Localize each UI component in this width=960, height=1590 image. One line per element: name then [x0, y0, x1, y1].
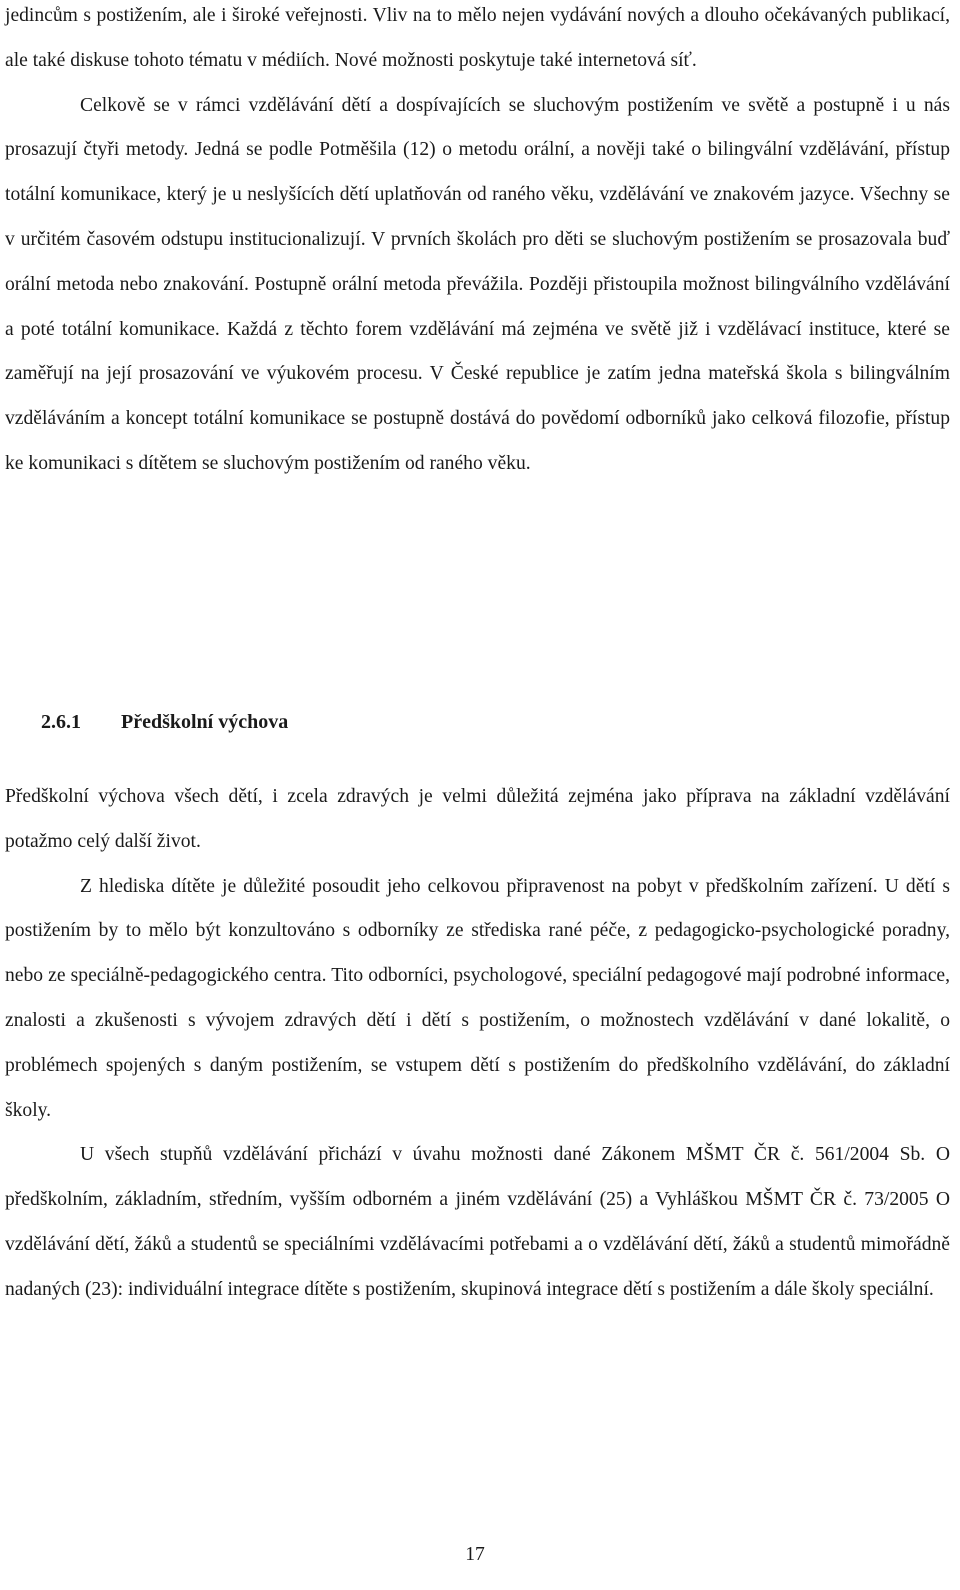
paragraph-continued: jedincům s postižením, ale i široké veřejnosti. Vliv na to mělo nejen vydávání nových a dlouho očekávaných publikací, ale také diskuse tohoto tématu v médiích. Nové možnosti poskytuje také internetová síť. — [5, 5, 950, 71]
paragraph-law: U všech stupňů vzdělávání přichází v úvahu možnosti dané Zákonem MŠMT ČR č. 561/2004 Sb. O předškolním, základním, středním, vyšším odborném a jiném vzdělávání (25) a Vyhláškou MŠMT ČR č. 73/2005 O vzdělávání dětí, žáků a studentů se speciálními vzdělávacími potřebami a o vzdělávání dětí, žáků a studentů mimořádně nadaných (23): individuální integrace dítěte s postižením, skupinová integrace dětí s postižením a dále školy speciální. — [5, 1144, 950, 1300]
paragraph-readiness: Z hlediska dítěte je důležité posoudit jeho celkovou připravenost na pobyt v předškolním zařízení. U dětí s postižením by to mělo být konzultováno s odborníky ze střediska rané péče, z pedagogicko-psychologické poradny, nebo ze speciálně-pedagogického centra. Tito odborníci, psychologové, speciální pedagogové mají podrobné informace, znalosti a zkušenosti s vývojem zdravých dětí i dětí s postižením, o možnostech vzdělávání v dané lokalitě, o problémech spojených s daným postižením, se vstupem dětí s postižením do předškolního vzdělávání, do základní školy. — [5, 875, 950, 1121]
section-text — [5, 775, 950, 1313]
paragraph-methods: Celkově se v rámci vzdělávání dětí a dospívajících se sluchovým postižením ve světě a postupně i u nás prosazují čtyři metody. Jedná se podle Potměšila (12) o metodu orální, a nověji také o bilingvální vzdělávání, přístup totální komunikace, který je u neslyšících dětí uplatňován od raného věku, vzdělávání ve znakovém jazyce. Všechny se v určitém časovém odstupu institucionalizují. V prvních školách pro děti se sluchovým postižením se prosazovala buď orální metoda nebo znakování. Postupně orální metoda převážila. Později přistoupila možnost bilingválního vzdělávání a poté totální komunikace. Každá z těchto forem vzdělávání má zejména ve světě již i vzdělávací instituce, které se zaměřují na její prosazování ve výukovém procesu. V České republice je zatím jedna mateřská škola s bilingválním vzděláváním a koncept totální komunikace se postupně dostává do povědomí odborníků jako celková filozofie, přístup ke komunikaci s dítětem se sluchovým postižením od raného věku. — [5, 94, 950, 474]
section-number: 2.6.1 — [41, 711, 81, 733]
page-number: 17 — [465, 1544, 485, 1565]
section-heading — [41, 700, 288, 744]
section-title: Předškolní výchova — [121, 711, 289, 733]
paragraph-intro: Předškolní výchova všech dětí, i zcela zdravých je velmi důležitá zejména jako příprava na základní vzdělávání potažmo celý další život. — [5, 786, 950, 852]
section-before-text — [5, 0, 950, 487]
